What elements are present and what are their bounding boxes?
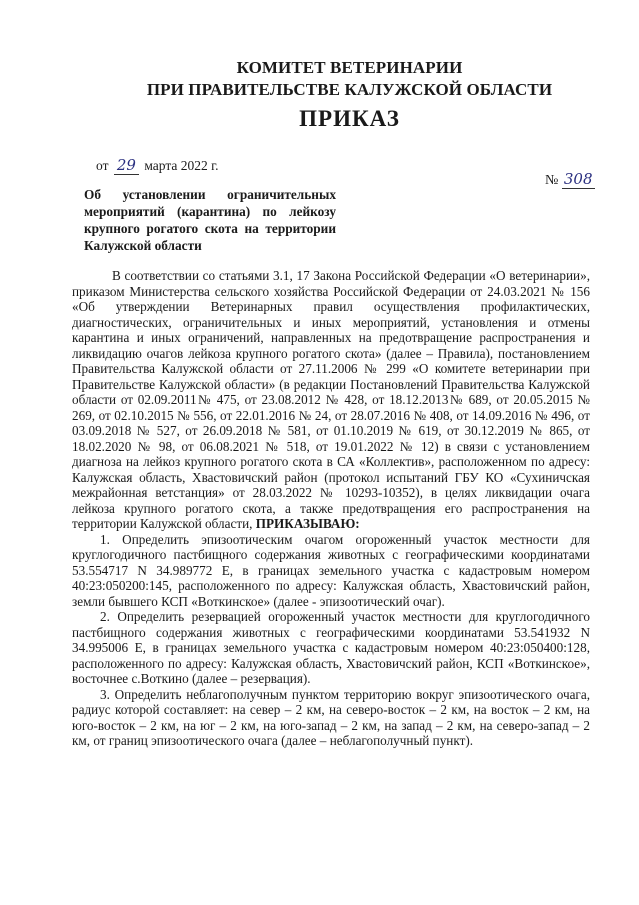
preamble-text: В соответствии со статьями 3.1, 17 Закона Российской Федерации «О ветеринарии», приказом Министерства сельского хозяйства Российской Федерации от 24.03.2021 № 156 «Об утверждении Ветеринарных правил осуществления профилактических, диагностических, ограничительных и иных мероприятий, установления и отмены карантина и иных ограничений, направленных на предотвращение распространения и ликвидацию очагов лейкоза крупного рогатого скота» (далее – Правила), постановлением Правительства Калужской области от 27.11.2006 № 299 «О комитете ветеринарии при Правительстве Калужской области» (в редакции Постановлений Правительства Калужской области от 02.09.2011№ 475, от 23.08.2012 № 428, от 18.12.2013№ 689, от 20.05.2015 № 269, от 02.10.2015 № 556, от 22.01.2016 № 24, от 28.07.2016 № 408, от 14.09.2016 № 496, от 03.09.2018 № 527, от 26.09.2018 № 581, от 01.10.2019 № 619, от 30.12.2019 № 865, от 18.02.2020 № 98, от 06.08.2021 № 518, от 19.01.2022 № 12) в связи с установлением диагноза на лейкоз крупного рогатого скота в СА «Коллектив», расположенном по адресу: Калужская область, Хвастовичский район (протокол испытаний ГБУ КО «Сухиничская межрайонная ветстанция» от 28.03.2022 № 10293-10352), в целях ликвидации очага лейкоза крупного рогатого скота, а также предотвращения его распространения на территории Калужской области, xyxy=(72,268,590,531)
number-value-handwritten: 308 xyxy=(563,170,593,188)
date-day-handwritten: 29 xyxy=(114,156,139,175)
number-prefix: № xyxy=(545,173,559,188)
document-subject: Об установлении ограничительных мероприятий (карантина) по лейкозу крупного рогатого скота на территории Калужской области xyxy=(84,187,336,253)
organization-name-line2: ПРИ ПРАВИТЕЛЬСТВЕ КАЛУЖСКОЙ ОБЛАСТИ xyxy=(146,80,553,99)
order-item-2: 2. Определить резервацией огороженный участок местности для круглогодичного пастбищного содержания животных с географическими координатами 53.541932 N 34.995006 E, в границах земельного участка с кадастровым номером 40:23:050400:128, расположенного по адресу: Калужская область, Хвастовичский район, КСП «Воткинское», восточнее с.Воткино (далее – резервация). xyxy=(72,609,590,686)
order-keyword: ПРИКАЗЫВАЮ: xyxy=(255,516,360,531)
document-number xyxy=(545,170,595,189)
organization-name-line1: КОМИТЕТ ВЕТЕРИНАРИИ xyxy=(236,58,463,77)
preamble-paragraph xyxy=(72,268,590,532)
date-prefix: от xyxy=(96,158,109,173)
document-title: ПРИКАЗ xyxy=(299,106,400,131)
date-rest: марта 2022 г. xyxy=(144,158,219,173)
document-body xyxy=(72,268,590,749)
document-date xyxy=(96,156,219,175)
order-item-3: 3. Определить неблагополучным пунктом территорию вокруг эпизоотического очага, радиус которой составляет: на север – 2 км, на северо-восток – 2 км, на восток – 2 км, на юго-восток – 2 км, на юг – 2 км, на юго-запад – 2 км, на запад – 2 км, на северо-запад – 2 км, от границ эпизоотического очага (далее – неблагополучный пункт). xyxy=(72,686,590,748)
order-item-1: 1. Определить эпизоотическим очагом огороженный участок местности для круглогодичного пастбищного содержания животных с географическими координатами 53.554717 N 34.989772 E, в границах земельного участка с кадастровым номером 40:23:050200:145, расположенного по адресу: Калужская область, Хвастовичский район, земли бывшего КСП «Воткинское» (далее - эпизоотический очаг). xyxy=(72,531,590,609)
